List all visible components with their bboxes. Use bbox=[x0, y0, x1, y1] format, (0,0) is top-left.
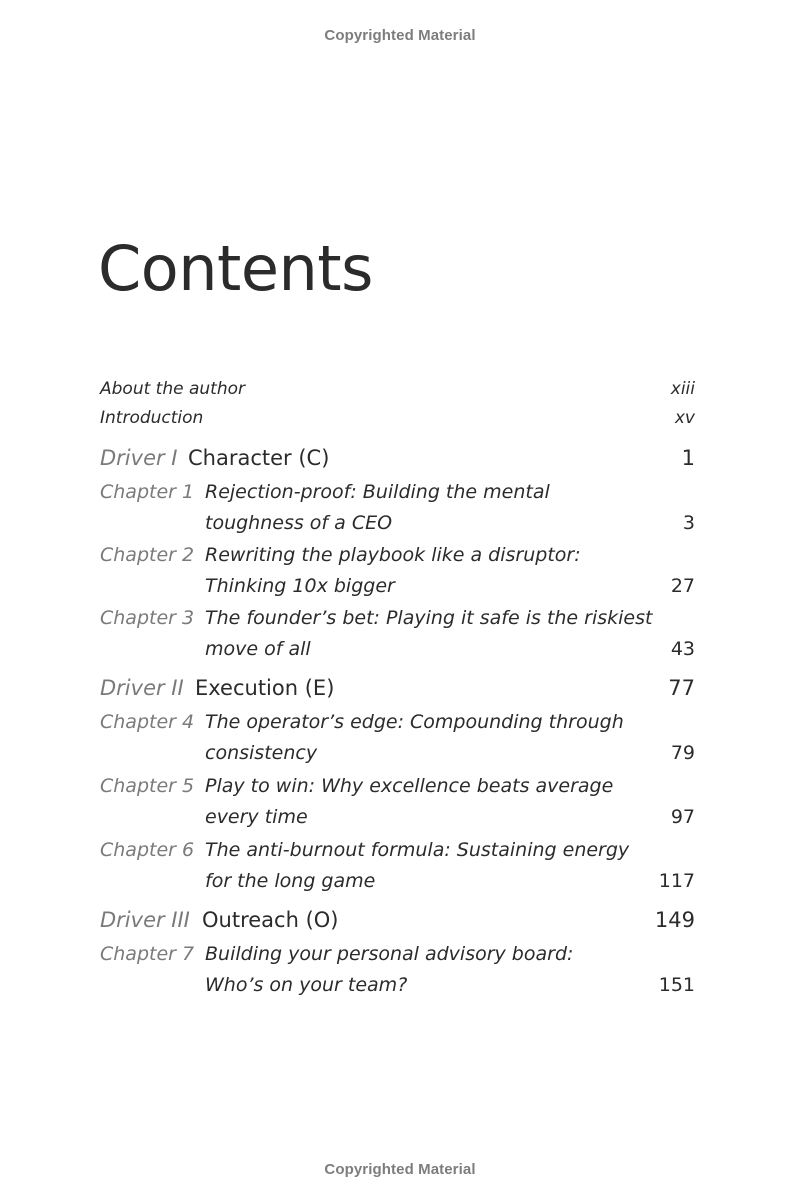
chapter-title-line-2: for the long game bbox=[205, 870, 376, 892]
chapter-label: Chapter 3 bbox=[100, 607, 195, 629]
chapter-title-line-1: Rewriting the playbook like a disruptor: bbox=[205, 544, 581, 566]
toc-entry-page: xiii bbox=[670, 379, 695, 399]
toc-front-matter-entry bbox=[100, 405, 695, 431]
chapter-title-line-2: every time bbox=[205, 806, 308, 828]
chapter-label: Chapter 5 bbox=[100, 775, 195, 797]
chapter-title-line-1: Rejection-proof: Building the mental bbox=[205, 481, 550, 503]
chapter-page: 3 bbox=[682, 512, 695, 534]
toc-chapter-entry bbox=[100, 835, 695, 897]
toc-chapter-entry bbox=[100, 477, 695, 539]
chapter-title-line-1: The founder’s bet: Playing it safe is the riskiest bbox=[205, 607, 653, 629]
chapter-page: 97 bbox=[670, 806, 695, 828]
driver-title: Outreach (O) bbox=[202, 908, 339, 932]
toc-driver-entry bbox=[100, 443, 695, 473]
driver-title: Execution (E) bbox=[195, 676, 335, 700]
chapter-title-line-2: Thinking 10x bigger bbox=[205, 575, 395, 597]
driver-label: Driver III bbox=[100, 908, 190, 932]
chapter-label: Chapter 6 bbox=[100, 839, 195, 861]
toc-entry-page: xv bbox=[674, 408, 695, 428]
chapter-title-line-1: The operator’s edge: Compounding through bbox=[205, 711, 624, 733]
chapter-title-line-1: Building your personal advisory board: bbox=[205, 943, 574, 965]
toc-chapter-entry bbox=[100, 540, 695, 602]
chapter-page: 79 bbox=[670, 742, 695, 764]
chapter-page: 43 bbox=[670, 638, 695, 660]
driver-page: 77 bbox=[668, 676, 695, 700]
chapter-title-line-2: toughness of a CEO bbox=[205, 512, 393, 534]
chapter-title-line-2: move of all bbox=[205, 638, 311, 660]
chapter-title-line-2: Who’s on your team? bbox=[205, 974, 408, 996]
page-title: Contents bbox=[98, 232, 373, 305]
driver-page: 1 bbox=[681, 446, 695, 470]
chapter-page: 117 bbox=[658, 870, 695, 892]
copyright-watermark-bottom: Copyrighted Material bbox=[324, 1161, 476, 1178]
driver-page: 149 bbox=[654, 908, 695, 932]
toc-front-matter-entry bbox=[100, 376, 695, 402]
toc-chapter-entry bbox=[100, 707, 695, 769]
chapter-page: 27 bbox=[670, 575, 695, 597]
chapter-label: Chapter 4 bbox=[100, 711, 195, 733]
driver-label: Driver I bbox=[100, 446, 178, 470]
driver-label: Driver II bbox=[100, 676, 184, 700]
toc-chapter-entry bbox=[100, 771, 695, 833]
toc-chapter-entry bbox=[100, 939, 695, 1001]
chapter-page: 151 bbox=[658, 974, 695, 996]
chapter-title-line-2: consistency bbox=[205, 742, 318, 764]
copyright-watermark-top: Copyrighted Material bbox=[324, 27, 476, 44]
chapter-label: Chapter 7 bbox=[100, 943, 195, 965]
toc-entry-title: Introduction bbox=[100, 408, 204, 428]
chapter-label: Chapter 1 bbox=[100, 481, 195, 503]
chapter-title-line-1: Play to win: Why excellence beats average bbox=[205, 775, 614, 797]
chapter-title-line-1: The anti-burnout formula: Sustaining energy bbox=[205, 839, 630, 861]
chapter-label: Chapter 2 bbox=[100, 544, 195, 566]
driver-title: Character (C) bbox=[188, 446, 330, 470]
toc-driver-entry bbox=[100, 905, 695, 935]
toc-driver-entry bbox=[100, 673, 695, 703]
toc-chapter-entry bbox=[100, 603, 695, 665]
toc-entry-title: About the author bbox=[100, 379, 245, 399]
